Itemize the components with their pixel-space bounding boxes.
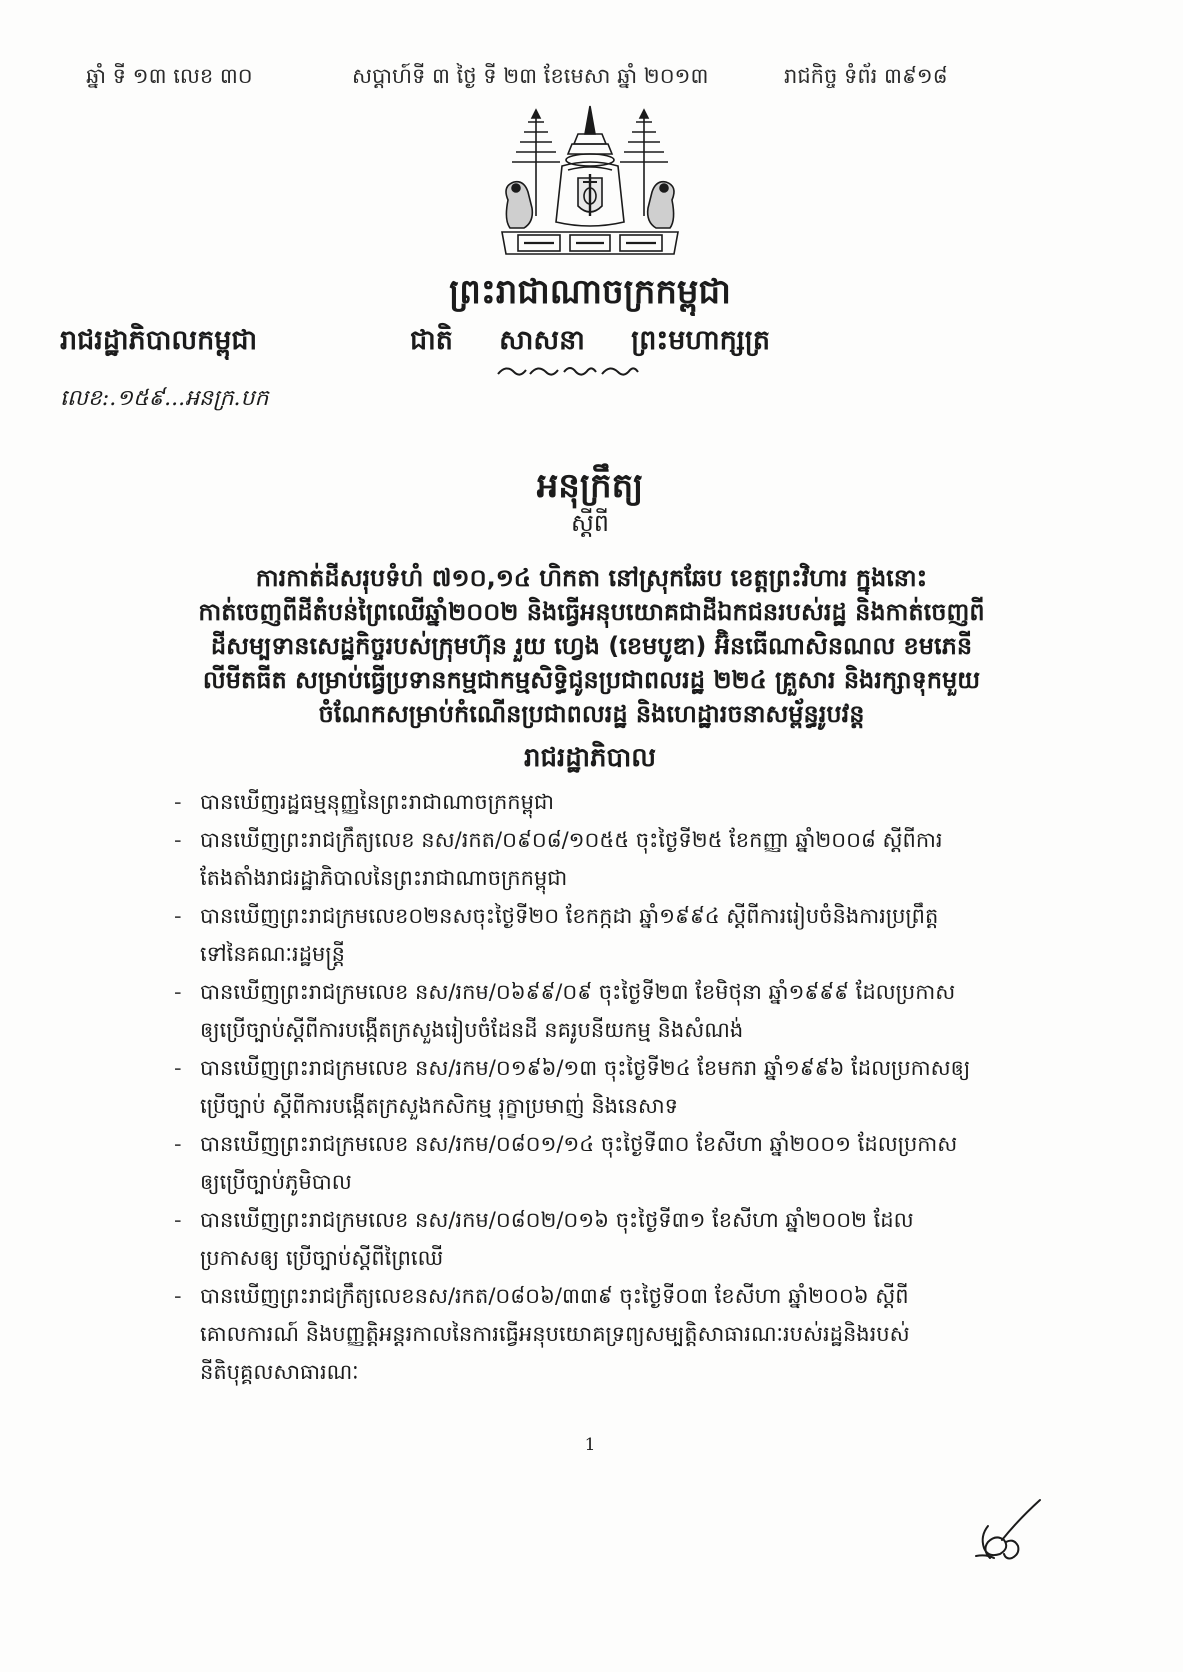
recital-item — [170, 783, 1020, 821]
recital-line: បានឃើញព្រះរាជក្រមលេខ០២នសចុះថ្ងៃទី២០ ខែកក្កដា ឆ្នាំ១៩៩៤ ស្តីពីការរៀបចំនិងការប្រព្រឹត្ត — [200, 904, 939, 928]
subject-line: លីមីតធីត សម្រាប់ធ្វើប្រទានកម្មជាកម្មសិទ្ធិជូនប្រជាពលរដ្ឋ ២២៤ គ្រួសារ និងរក្សាទុកមួយ — [202, 666, 981, 694]
recital-line: ឲ្យប្រើច្បាប់ស្តីពីការបង្កើតក្រសួងរៀបចំដែនដី នគរូបនីយកម្ម និងសំណង់ — [200, 1018, 744, 1042]
subject-line: ការកាត់ដីសរុបទំហំ ៧១០,១៤ ហិកតា នៅស្រុកឆែប ខេត្តព្រះវិហារ ក្នុងនោះ — [255, 564, 928, 592]
subject-block — [150, 561, 1033, 731]
bullet-marker: - — [174, 1208, 182, 1232]
recital-line: បានឃើញព្រះរាជក្រមលេខ នស/រកម/០៨០១/១៤ ចុះថ្ងៃទី៣០ ខែសីហា ឆ្នាំ២០០១ ដែលប្រកាស — [200, 1132, 958, 1156]
recital-line: បានឃើញព្រះរាជក្រមលេខ នស/រកម/០៦៩៩/០៩ ចុះថ្ងៃទី២៣ ខែមិថុនា ឆ្នាំ១៩៩៩ ដែលប្រកាស — [200, 980, 956, 1004]
recital-line: នីតិបុគ្គលសាធារណៈ — [200, 1360, 359, 1384]
recital-item — [170, 897, 1020, 973]
recital-line: ប្រកាសឲ្យ ប្រើច្បាប់ស្តីពីព្រៃឈើ — [200, 1246, 444, 1270]
subject-line: ដីសម្បទានសេដ្ឋកិច្ចរបស់ក្រុមហ៊ុន រួយ ហ្វេង (ខេមបូឌា) អ៊ិនធើណាសិនណល ខមភេនី — [210, 632, 973, 660]
gazette-issue: ឆ្នាំ ទី ១៣ លេខ ៣០ — [86, 64, 253, 88]
bullet-marker: - — [174, 790, 182, 814]
motto-nation: ជាតិ — [410, 325, 453, 356]
bullet-marker: - — [174, 1284, 182, 1308]
reference-number: លេខ:.១៥៩...អនក្រ.បក — [60, 386, 269, 411]
issuing-authority: រាជរដ្ឋាភិបាលកម្ពុជា — [60, 325, 258, 356]
page-number: 1 — [584, 1435, 596, 1455]
recital-item — [170, 1125, 1020, 1201]
subject-line: ចំណែកសម្រាប់កំណើនប្រជាពលរដ្ឋ និងហេដ្ឋារចនាសម្ព័ន្ធរូបវន្ត — [318, 700, 865, 728]
bullet-marker: - — [174, 980, 182, 1004]
bullet-marker: - — [174, 1132, 182, 1156]
recital-line: ទៅនៃគណៈរដ្ឋមន្ត្រី — [200, 942, 345, 966]
motto-king: ព្រះមហាក្សត្រ — [631, 325, 770, 356]
recital-item — [170, 1277, 1020, 1391]
subject-line: កាត់ចេញពីដីតំបន់ព្រៃឈើឆ្នាំ២០០២ និងធ្វើអនុបយោគជាដីឯកជនរបស់រដ្ឋ និងកាត់ចេញពី — [198, 598, 985, 626]
handwritten-initial-signature — [966, 1496, 1046, 1566]
recital-line: បានឃើញរដ្ឋធម្មនុញ្ញនៃព្រះរាជាណាចក្រកម្ពុជា — [200, 790, 554, 814]
recital-line: បានឃើញព្រះរាជក្រឹត្យលេខនស/រកត/០៨០៦/៣៣៩ ចុះថ្ងៃទី០៣ ខែសីហា ឆ្នាំ២០០៦ ស្តីពី — [200, 1284, 909, 1308]
recital-item — [170, 1201, 1020, 1277]
national-motto — [410, 322, 770, 360]
recitals-list — [170, 783, 1020, 1391]
gazette-date: សប្តាហ៍ទី ៣ ថ្ងៃ ទី ២៣ ខែមេសា ឆ្នាំ ២០១៣ — [352, 64, 709, 88]
recital-line: បានឃើញព្រះរាជក្រមលេខ នស/រកម/០១៩៦/១៣ ចុះថ្ងៃទី២៤ ខែមករា ឆ្នាំ១៩៩៦ ដែលប្រកាសឲ្យ — [200, 1056, 971, 1080]
recital-item — [170, 1049, 1020, 1125]
bullet-marker: - — [174, 1056, 182, 1080]
recital-line: តែងតាំងរាជរដ្ឋាភិបាលនៃព្រះរាជាណាចក្រកម្ពុជា — [200, 866, 568, 890]
recital-line: បានឃើញព្រះរាជក្រឹត្យលេខ នស/រកត/០៩០៨/១០៥៥ ចុះថ្ងៃទី២៥ ខែកញ្ញា ឆ្នាំ២០០៨ ស្តីពីការ — [200, 828, 943, 852]
bullet-marker: - — [174, 904, 182, 928]
recital-line: ប្រើច្បាប់ ស្តីពីការបង្កើតក្រសួងកសិកម្ម រុក្ខាប្រមាញ់ និងនេសាទ — [200, 1094, 678, 1118]
section-heading: រាជរដ្ឋាភិបាល — [523, 743, 657, 773]
coat-of-arms-emblem — [488, 104, 692, 258]
regarding-label: ស្តីពី — [570, 509, 610, 537]
document-type-title: អនុក្រឹត្យ — [536, 466, 644, 506]
gazette-page-ref: រាជកិច្ច ទំព័រ ៣៩១៨ — [784, 64, 948, 88]
recital-line: គោលការណ៍ និងបញ្ញត្តិអន្តរកាលនៃការធ្វើអនុបយោគទ្រព្យសម្បត្តិសាធារណៈរបស់រដ្ឋនិងរបស់ — [200, 1322, 910, 1346]
recital-item — [170, 973, 1020, 1049]
recital-line: ឲ្យប្រើច្បាប់ភូមិបាល — [200, 1170, 352, 1194]
recital-item — [170, 821, 1020, 897]
ornament-divider — [494, 362, 642, 380]
motto-religion: សាសនា — [499, 325, 585, 356]
bullet-marker: - — [174, 828, 182, 852]
recital-line: បានឃើញព្រះរាជក្រមលេខ នស/រកម/០៨០២/០១៦ ចុះថ្ងៃទី៣១ ខែសីហា ឆ្នាំ២០០២ ដែល — [200, 1208, 914, 1232]
kingdom-title: ព្រះរាជាណាចក្រកម្ពុជា — [449, 272, 731, 312]
